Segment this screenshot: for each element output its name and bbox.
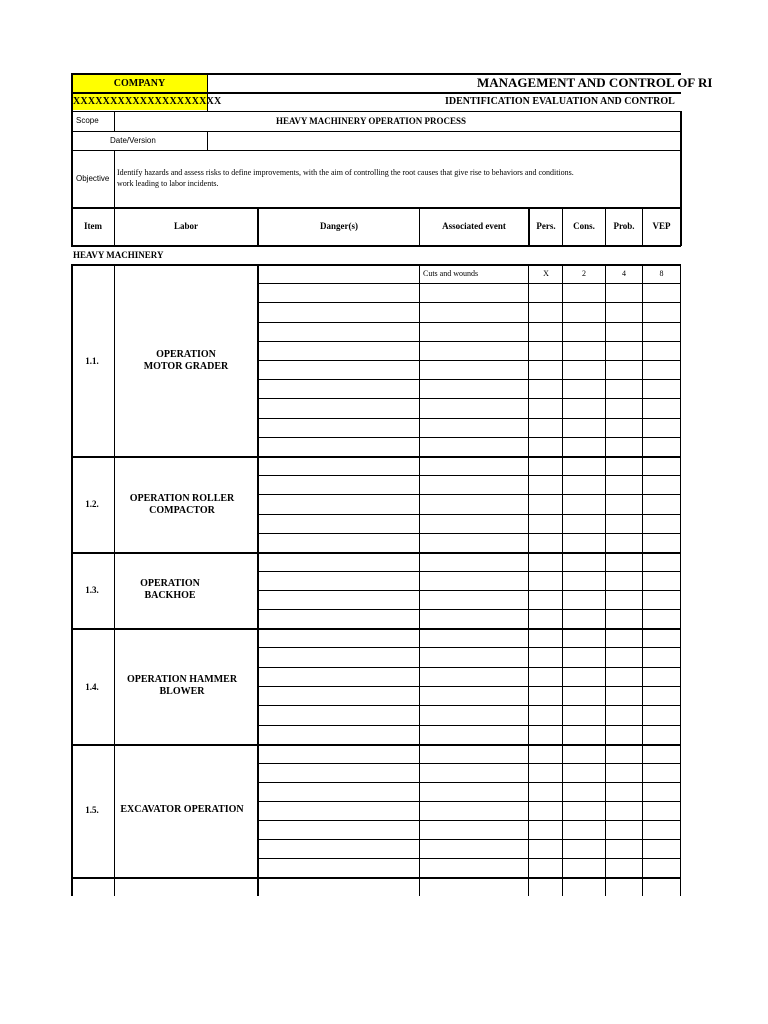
group-border-1 — [71, 264, 681, 266]
table-row-line — [258, 725, 681, 726]
scope-bottom-border — [71, 131, 681, 132]
company-label: COMPANY — [113, 78, 166, 89]
item-number-1: 1.1. — [85, 356, 99, 366]
objective-bottom-border — [71, 207, 681, 209]
column-header-bottom-border — [71, 245, 681, 247]
column-header-event: Associated event — [442, 221, 506, 231]
objective-text-line2: work leading to labor incidents. — [117, 179, 219, 188]
column-header-vep: VEP — [652, 221, 671, 231]
table-row-line — [258, 647, 681, 648]
table-row-line — [258, 398, 681, 399]
table-row-line — [258, 437, 681, 438]
table-row-line — [258, 763, 681, 764]
labor-label-2: OPERATION ROLLER COMPACTOR — [129, 493, 235, 516]
item-number-5: 1.5. — [85, 805, 99, 815]
table-row-line — [258, 418, 681, 419]
group-border-4 — [71, 628, 681, 630]
table-row-line — [258, 533, 681, 534]
date-label-divider — [207, 131, 208, 151]
labor-label-4: OPERATION HAMMER BLOWER — [126, 674, 238, 697]
date-version-label: Date/Version — [110, 136, 156, 145]
column-header-prob: Prob. — [613, 221, 635, 231]
group-border-6 — [71, 877, 681, 879]
table-row-line — [258, 609, 681, 610]
table-row-line — [258, 590, 681, 591]
company-placeholder: XXXXXXXXXXXXXXXXXXXX — [73, 96, 222, 107]
sub-title: IDENTIFICATION EVALUATION AND CONTROL — [445, 96, 675, 107]
labor-label-1: OPERATION MOTOR GRADER — [143, 349, 229, 372]
table-row-line — [258, 571, 681, 572]
vep-value-cell: 8 — [659, 269, 664, 278]
column-header-danger: Danger(s) — [320, 221, 358, 231]
table-row-line — [258, 379, 681, 380]
group-border-2 — [71, 456, 681, 458]
pers-value-cell: X — [543, 269, 549, 278]
group-border-3 — [71, 552, 681, 554]
table-row-line — [258, 302, 681, 303]
table-row-line — [258, 475, 681, 476]
body-col-labor-divider — [257, 264, 259, 896]
main-title: MANAGEMENT AND CONTROL OF RI — [477, 75, 713, 90]
body-col-event-divider — [528, 264, 529, 896]
objective-label-divider — [114, 150, 115, 208]
table-row-line — [258, 360, 681, 361]
table-row-line — [258, 858, 681, 859]
column-header-pers: Pers. — [536, 221, 556, 231]
table-row-line — [258, 801, 681, 802]
table-row-line — [258, 341, 681, 342]
labor-label-3: OPERATION BACKHOE — [140, 578, 200, 601]
prob-value-cell: 4 — [622, 269, 626, 278]
body-col-pers-divider — [562, 264, 563, 896]
objective-label: Objective — [76, 174, 110, 183]
item-number-3: 1.3. — [85, 585, 99, 595]
body-col-cons-divider — [605, 264, 606, 896]
body-col-danger-divider — [419, 264, 420, 896]
header-row2-border — [71, 111, 681, 112]
cons-value-cell: 2 — [582, 269, 586, 278]
body-col-prob-divider — [642, 264, 643, 896]
body-right-border — [680, 264, 681, 896]
group-border-5 — [71, 744, 681, 746]
table-row-line — [258, 705, 681, 706]
table-row-line — [258, 839, 681, 840]
objective-text-line1: Identify hazards and assess risks to define improvements, with the aim of controlling the root causes that give rise to behaviors and conditions. — [117, 168, 574, 177]
item-number-2: 1.2. — [85, 499, 99, 509]
table-row-line — [258, 514, 681, 515]
table-row-line — [258, 782, 681, 783]
table-row-line — [258, 686, 681, 687]
scope-label: Scope — [76, 116, 99, 125]
table-row-line — [258, 322, 681, 323]
table-row-line — [258, 820, 681, 821]
scope-value: HEAVY MACHINERY OPERATION PROCESS — [276, 116, 466, 126]
header-row1-border — [71, 92, 681, 94]
column-header-item: Item — [84, 221, 102, 231]
column-header-cons: Cons. — [573, 221, 595, 231]
table-row-line — [258, 283, 681, 284]
labor-label-5: EXCAVATOR OPERATION — [120, 804, 244, 815]
item-number-4: 1.4. — [85, 682, 99, 692]
table-row-line — [258, 667, 681, 668]
date-bottom-border — [71, 150, 681, 151]
column-header-labor: Labor — [173, 221, 198, 231]
scope-label-divider — [114, 111, 115, 132]
section-title: HEAVY MACHINERY — [73, 250, 164, 260]
table-row-line — [258, 494, 681, 495]
associated-event-cell: Cuts and wounds — [423, 269, 479, 278]
header-right-border — [680, 111, 682, 246]
